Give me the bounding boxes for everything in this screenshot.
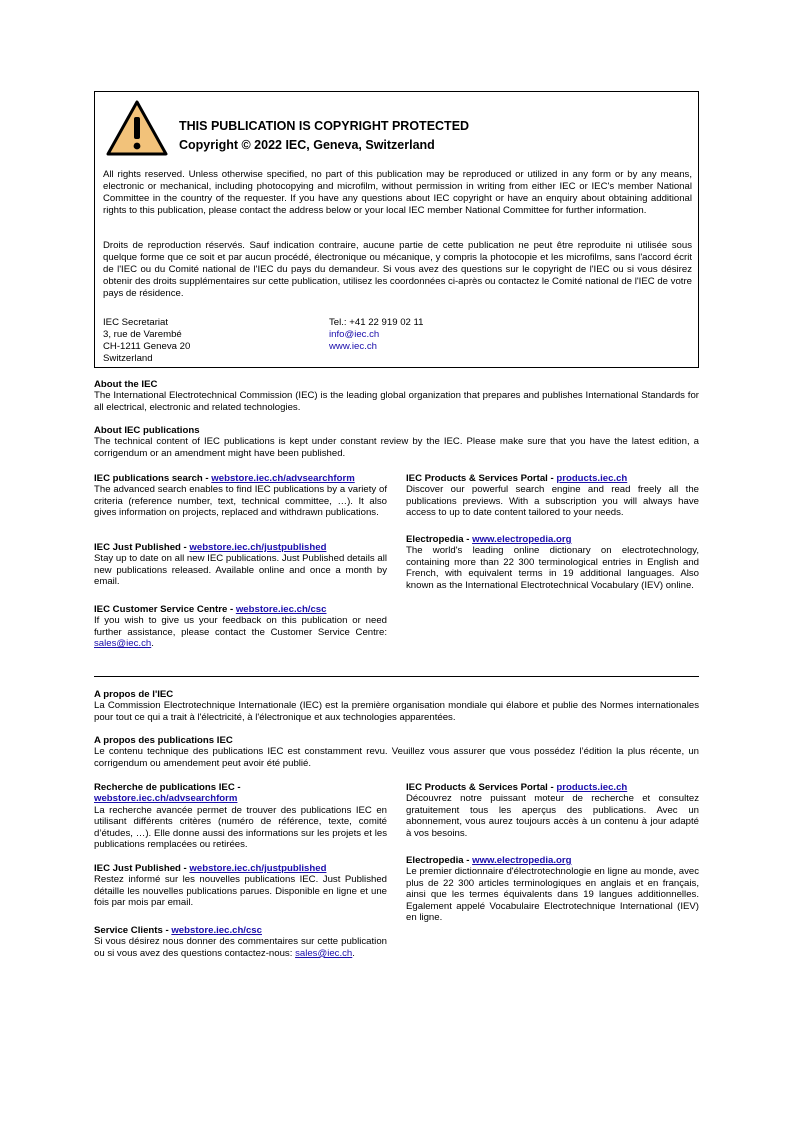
csc-link[interactable]: webstore.iec.ch/csc (235, 604, 327, 615)
block-heading: Electropedia - (406, 534, 473, 545)
sales-email-link[interactable]: sales@iec.ch (94, 638, 152, 650)
block-heading: IEC publications search - (94, 473, 212, 484)
warning-icon (105, 99, 169, 157)
copyright-subtitle: Copyright © 2022 IEC, Geneva, Switzerland (179, 138, 435, 152)
telephone: Tel.: +41 22 919 02 11 (329, 317, 424, 328)
copyright-title: THIS PUBLICATION IS COPYRIGHT PROTECTED (179, 119, 470, 133)
section-text: La Commission Electrotechnique Internationale (IEC) est la première organisation mondiale qui élabore et publie des Normes internationales pour tout ce qui a trait à l'électricité, à l'électronique et aux technologies apparentées. (94, 700, 699, 723)
block-text: Stay up to date on all new IEC publications. Just Published details all new publications released. Available online and once a month by email. (94, 553, 387, 588)
email-link[interactable]: info@iec.ch (329, 329, 380, 341)
address-line: IEC Secretariat (103, 317, 169, 328)
advsearch-link[interactable]: webstore.iec.ch/advsearchform (211, 473, 355, 484)
rights-paragraph-en: All rights reserved. Unless otherwise specified, no part of this publication may be reproduced or utilized in any form or by any means, electronic or mechanical, including photocopying and microfilm, without permission in writing from either IEC or IEC's member National Committee in the country of the requester. If you have any questions about IEC copyright or have an enquiry about obtaining additional rights to this publication, please contact the address below or your local IEC member National Committee for further information. (103, 169, 692, 217)
search-block (94, 473, 387, 519)
block-heading: IEC Products & Services Portal - (406, 782, 557, 793)
block-text: Si vous désirez nous donner des commentaires sur cette publication ou si vous avez des questions contactez-nous: sales@iec.ch. (94, 936, 387, 959)
block-heading: Electropedia - (406, 855, 473, 866)
about-iec-section (94, 379, 699, 413)
section-text: Le contenu technique des publications IEC est constamment revu. Veuillez vous assurer que vous possédez l’édition la plus récente, un corrigendum ou amendement peut avoir été publié. (94, 746, 699, 769)
portal-block-fr (406, 782, 699, 839)
block-text: Le premier dictionnaire d'électrotechnologie en ligne au monde, avec plus de 22 300 articles terminologiques en anglais et en français, ainsi que les termes équivalents dans 19 langues additionnelles. Egalement appelé Vocabulaire Electrotechnique International (IEV) en ligne. (406, 866, 699, 924)
block-heading: IEC Just Published - (94, 863, 190, 874)
website-link[interactable]: www.iec.ch (329, 341, 377, 353)
a-propos-iec-section (94, 689, 699, 723)
section-heading: About IEC publications (94, 425, 200, 436)
section-divider (94, 676, 699, 677)
block-text: Découvrez notre puissant moteur de recherche et consultez gratuitement tous les aperçus des publications. Avec un abonnement, vous aurez toujours accès à un contenu à jour adapté à vos besoins. (406, 793, 699, 839)
section-heading: A propos de l'IEC (94, 689, 174, 700)
portal-block (406, 473, 699, 519)
address-line: 3, rue de Varembé (103, 329, 182, 341)
block-text: The world's leading online dictionary on electrotechnology, containing more than 22 300 terminological entries in English and French, with equivalent terms in 19 additional languages. Also known as the International Electrotechnical Vocabulary (IEV) online. (406, 545, 699, 591)
rights-paragraph-fr: Droits de reproduction réservés. Sauf indication contraire, aucune partie de cette publication ne peut être reproduite ni utilisée sous quelque forme que ce soit et par aucun procédé, électronique ou mécanique, y compris la photocopie et les microfilms, sans l'accord écrit de l'IEC ou du Comité national de l'IEC du pays du demandeur. Si vous avez des questions sur le copyright de l'IEC ou si vous désirez obtenir des droits supplémentaires sur cette publication, utilisez les coordonnées ci-après ou contactez le Comité national de l'IEC de votre pays de résidence. (103, 240, 692, 300)
just-published-link[interactable]: webstore.iec.ch/justpublished (189, 542, 327, 553)
about-publications-section (94, 425, 699, 459)
address-line: CH-1211 Geneva 20 (103, 341, 191, 353)
products-link[interactable]: products.iec.ch (556, 473, 628, 484)
section-heading: About the IEC (94, 379, 158, 390)
recherche-block (94, 782, 387, 850)
service-clients-block (94, 925, 387, 959)
contact-details (329, 317, 424, 353)
block-heading: IEC Products & Services Portal - (406, 473, 557, 484)
advsearch-link-fr[interactable]: webstore.iec.ch/advsearchform (94, 793, 238, 805)
block-heading: IEC Customer Service Centre - (94, 604, 236, 615)
address-line: Switzerland (103, 353, 153, 365)
csc-link-fr[interactable]: webstore.iec.ch/csc (171, 925, 262, 936)
just-published-link-fr[interactable]: webstore.iec.ch/justpublished (189, 863, 327, 874)
products-link-fr[interactable]: products.iec.ch (556, 782, 628, 793)
block-text: La recherche avancée permet de trouver des publications IEC en utilisant différents critères (numéro de référence, texte, comité d’études, …). Elle donne aussi des informations sur les projets et les publications remplacées ou retirées. (94, 804, 387, 851)
block-heading: IEC Just Published - (94, 542, 190, 553)
postal-address (103, 317, 190, 365)
electropedia-link[interactable]: www.electropedia.org (472, 534, 572, 545)
electropedia-block (406, 534, 699, 591)
electropedia-block-fr (406, 855, 699, 923)
section-text: The technical content of IEC publications is kept under constant review by the IEC. Please make sure that you have the latest edition, a corrigendum or an amendment might have been published. (94, 436, 699, 459)
section-text: The International Electrotechnical Commission (IEC) is the leading global organization that prepares and publishes International Standards for all electrical, electronic and related technologies. (94, 390, 699, 413)
just-published-block-fr (94, 863, 387, 909)
block-text: If you wish to give us your feedback on this publication or need further assistance, please contact the Customer Service Centre: sales@iec.ch. (94, 615, 387, 650)
just-published-block (94, 542, 387, 588)
copyright-box (94, 91, 699, 368)
a-propos-publications-section (94, 735, 699, 769)
sales-email-link-fr[interactable]: sales@iec.ch (295, 947, 353, 959)
block-heading: Service Clients - (94, 925, 172, 936)
electropedia-link-fr[interactable]: www.electropedia.org (472, 855, 572, 866)
block-text: The advanced search enables to find IEC publications by a variety of criteria (reference number, text, technical committee, …). It also gives information on projects, replaced and withdrawn publications. (94, 484, 387, 519)
block-text: Restez informé sur les nouvelles publications IEC. Just Published détaille les nouvelles publications parues. Disponible en ligne et une fois par mois par email. (94, 874, 387, 909)
customer-service-block (94, 604, 387, 650)
block-heading: Recherche de publications IEC - (94, 782, 241, 793)
block-text: Discover our powerful search engine and read freely all the publications previews. With a subscription you will always have access to up to date content tailored to your needs. (406, 484, 699, 519)
section-heading: A propos des publications IEC (94, 735, 233, 746)
